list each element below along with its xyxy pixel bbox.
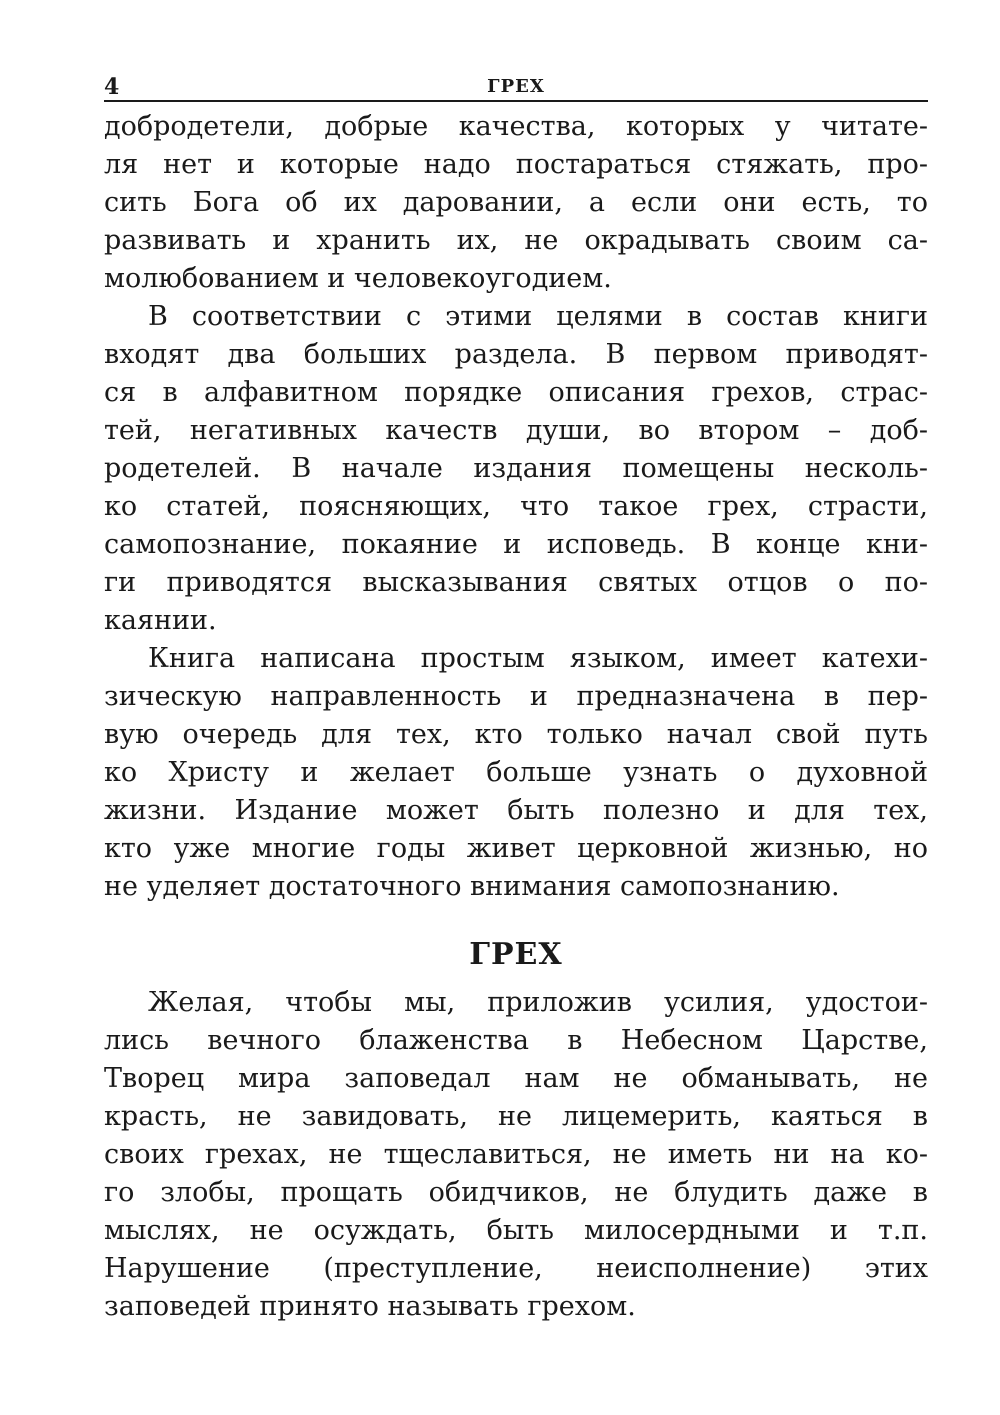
running-head	[104, 70, 928, 102]
text-line: ля нет и которые надо постараться стяжать, про-	[104, 149, 928, 180]
text-line: Нарушение (преступление, неисполнение) этих	[104, 1253, 928, 1284]
text-line: Желая, чтобы мы, приложив усилия, удостои-	[148, 987, 928, 1018]
text-line: заповедей принято называть грехом.	[104, 1291, 636, 1322]
text-line: каянии.	[104, 605, 217, 636]
text-line: добродетели, добрые качества, которых у читате-	[104, 111, 928, 142]
text-line: зическую направленность и предназначена в пер-	[104, 681, 928, 712]
text-line: кто уже многие годы живет церковной жизнью, но	[104, 833, 928, 864]
intro-paragraph-3	[104, 640, 928, 906]
text-line: Книга написана простым языком, имеет катехи-	[148, 643, 928, 674]
intro-paragraph-1	[104, 108, 928, 298]
text-line: родетелей. В начале издания помещены несколь-	[104, 453, 928, 484]
text-line: ко Христу и желает больше узнать о духовной	[104, 757, 928, 788]
text-line: входят два больших раздела. В первом приводят-	[104, 339, 928, 370]
text-line: ко статей, поясняющих, что такое грех, страсти,	[104, 491, 928, 522]
intro-paragraph-2	[104, 298, 928, 640]
text-line: тей, негативных качеств души, во втором – доб-	[104, 415, 928, 446]
page-number: 4	[104, 74, 120, 100]
text-line: развивать и хранить их, не окрадывать своим са-	[104, 225, 928, 256]
text-line: ся в алфавитном порядке описания грехов, страс-	[104, 377, 928, 408]
book-page	[104, 70, 928, 1326]
text-line: В соответствии с этими целями в состав книги	[148, 301, 928, 332]
text-line: лись вечного блаженства в Небесном Царстве,	[104, 1025, 928, 1056]
section-heading: ГРЕХ	[469, 937, 563, 972]
text-line: красть, не завидовать, не лицемерить, каяться в	[104, 1101, 928, 1132]
text-line: жизни. Издание может быть полезно и для тех,	[104, 795, 928, 826]
text-line: своих грехах, не тщеславиться, не иметь ни на ко-	[104, 1139, 928, 1170]
text-line: молюбованием и человекоугодием.	[104, 263, 612, 294]
running-title: ГРЕХ	[487, 76, 545, 97]
body-text	[104, 108, 928, 1326]
text-line: го злобы, прощать обидчиков, не блудить даже в	[104, 1177, 928, 1208]
text-line: мыслях, не осуждать, быть милосердными и т.п.	[104, 1215, 928, 1246]
text-line: самопознание, покаяние и исповедь. В конце кни-	[104, 529, 928, 560]
section-paragraph-1	[104, 984, 928, 1326]
text-line: сить Бога об их даровании, а если они есть, то	[104, 187, 928, 218]
text-line: не уделяет достаточного внимания самопознанию.	[104, 871, 840, 902]
text-line: ги приводятся высказывания святых отцов о по-	[104, 567, 928, 598]
text-line: Творец мира заповедал нам не обманывать, не	[104, 1063, 928, 1094]
text-line: вую очередь для тех, кто только начал свой путь	[104, 719, 928, 750]
